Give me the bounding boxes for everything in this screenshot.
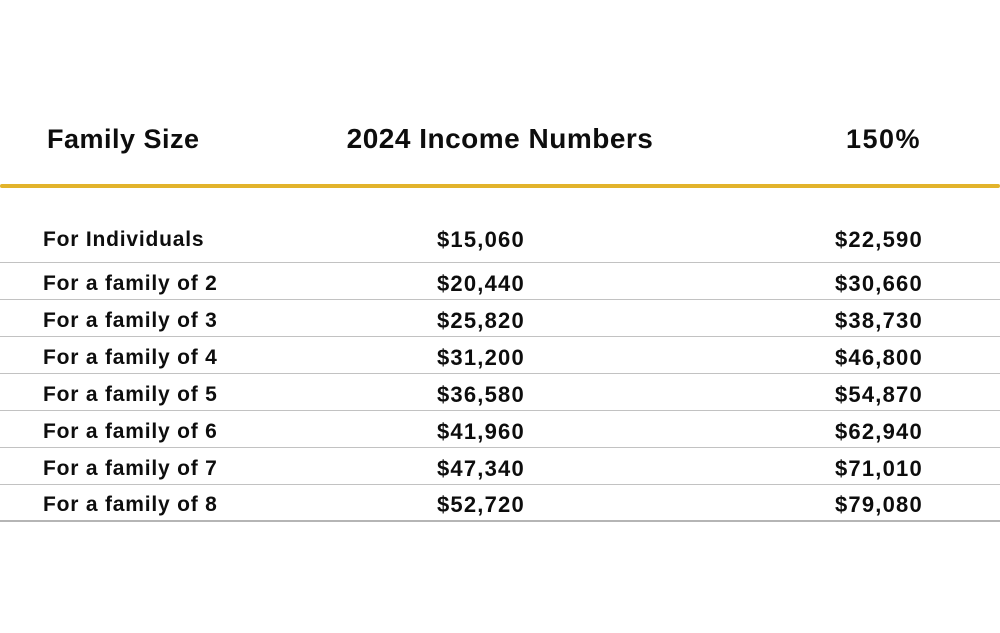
row-label: For a family of 4 bbox=[43, 346, 218, 369]
table-row bbox=[0, 448, 1000, 485]
table-row bbox=[0, 374, 1000, 411]
income-table-body bbox=[0, 189, 1000, 522]
header-divider-rule bbox=[0, 184, 1000, 188]
table-row bbox=[0, 189, 1000, 263]
column-header-income-numbers: 2024 Income Numbers bbox=[346, 123, 654, 154]
table-row bbox=[0, 263, 1000, 300]
pct150-value: $22,590 bbox=[835, 227, 923, 252]
pct150-value: $30,660 bbox=[835, 271, 923, 296]
pct150-value: $71,010 bbox=[835, 456, 923, 481]
column-header-family-size: Family Size bbox=[47, 124, 200, 154]
row-label: For a family of 7 bbox=[43, 457, 218, 480]
row-label: For a family of 3 bbox=[43, 309, 218, 332]
income-value: $31,200 bbox=[437, 345, 525, 370]
income-value: $47,340 bbox=[437, 456, 525, 481]
table-row bbox=[0, 300, 1000, 337]
column-header-150-percent: 150% bbox=[846, 124, 922, 154]
table-row bbox=[0, 485, 1000, 522]
row-label: For a family of 6 bbox=[43, 420, 218, 443]
pct150-value: $38,730 bbox=[835, 308, 923, 333]
row-label: For a family of 2 bbox=[43, 272, 218, 295]
income-value: $25,820 bbox=[437, 308, 525, 333]
income-value: $36,580 bbox=[437, 382, 525, 407]
income-value: $15,060 bbox=[437, 227, 525, 252]
income-value: $41,960 bbox=[437, 419, 525, 444]
pct150-value: $62,940 bbox=[835, 419, 923, 444]
table-row bbox=[0, 411, 1000, 448]
income-value: $20,440 bbox=[437, 271, 525, 296]
income-value: $52,720 bbox=[437, 492, 525, 517]
row-label: For a family of 8 bbox=[43, 493, 218, 516]
row-label: For a family of 5 bbox=[43, 383, 218, 406]
pct150-value: $79,080 bbox=[835, 492, 923, 517]
table-row bbox=[0, 337, 1000, 374]
pct150-value: $46,800 bbox=[835, 345, 923, 370]
row-label: For Individuals bbox=[43, 228, 205, 251]
pct150-value: $54,870 bbox=[835, 382, 923, 407]
